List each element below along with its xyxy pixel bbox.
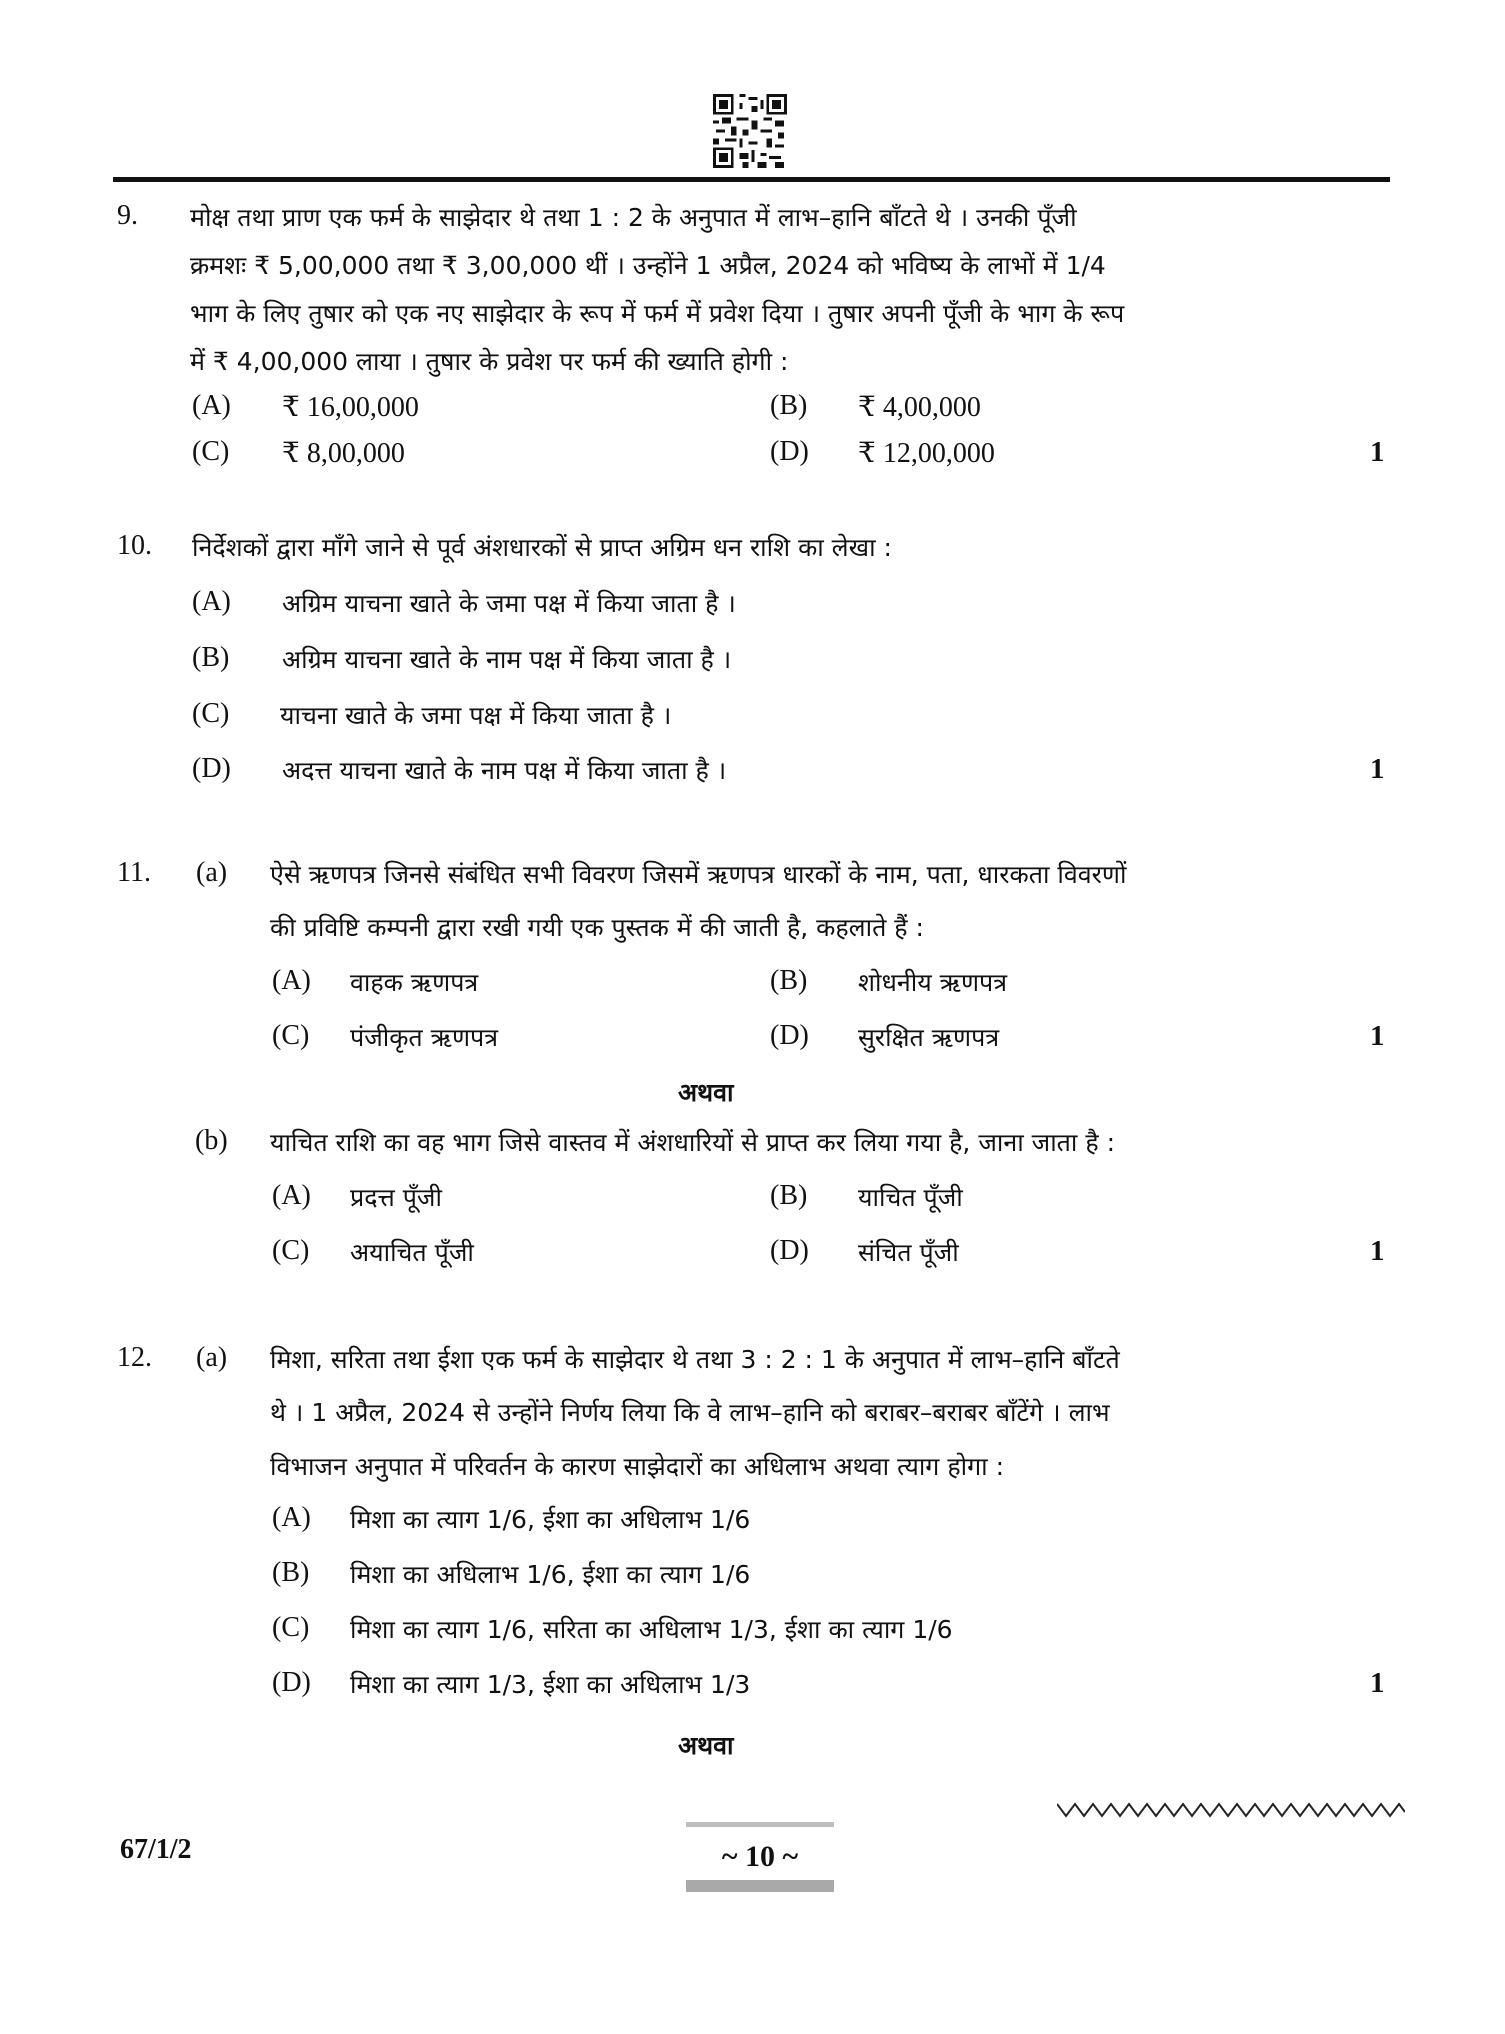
marks: 1 [1370, 1667, 1385, 1699]
option-text-c: ₹ 8,00,000 [282, 438, 405, 469]
question-text-line: भाग के लिए तुषार को एक नए साझेदार के रूप में फर्म में प्रवेश दिया । तुषार अपनी पूँजी के भाग के रूप [190, 299, 1125, 328]
option-label-a: (A) [192, 390, 231, 421]
option-text-b: मिशा का अधिलाभ 1/6, ईशा का त्याग 1/6 [350, 1560, 751, 1589]
or-separator: अथवा [678, 1731, 734, 1760]
option-text-c: अयाचित पूँजी [350, 1238, 474, 1267]
option-text-b: अग्रिम याचना खाते के नाम पक्ष में किया जाता है । [282, 645, 732, 674]
option-label-b: (B) [770, 390, 808, 421]
option-text-a: वाहक ऋणपत्र [350, 968, 479, 997]
option-label-d: (D) [770, 1235, 809, 1266]
option-text-a: प्रदत्त पूँजी [350, 1183, 442, 1212]
option-text-d: संचित पूँजी [858, 1238, 959, 1267]
question-number: 12. [117, 1342, 152, 1373]
part-label-a: (a) [196, 1342, 228, 1373]
option-label-c: (C) [192, 436, 230, 467]
question-text-line: मोक्ष तथा प्राण एक फर्म के साझेदार थे तथा 1 : 2 के अनुपात में लाभ–हानि बाँटते थे । उनकी पूँजी [190, 203, 1077, 232]
option-label-a: (A) [272, 965, 311, 996]
option-text-b: शोधनीय ऋणपत्र [858, 968, 1008, 997]
marks: 1 [1370, 753, 1385, 785]
question-text-line: थे । 1 अप्रैल, 2024 से उन्होंने निर्णय लिया कि वे लाभ–हानि को बराबर–बराबर बाँटेंगे । लाभ [270, 1398, 1110, 1427]
option-label-b: (B) [192, 642, 230, 673]
header-rule [113, 177, 1390, 182]
option-label-d: (D) [770, 436, 809, 467]
option-label-d: (D) [272, 1667, 311, 1698]
question-number: 10. [117, 530, 152, 561]
option-text-d: सुरक्षित ऋणपत्र [858, 1023, 1000, 1052]
page-number-box [686, 1822, 834, 1892]
option-text-d: मिशा का त्याग 1/3, ईशा का अधिलाभ 1/3 [350, 1670, 751, 1699]
question-text-line: मिशा, सरिता तथा ईशा एक फर्म के साझेदार थे तथा 3 : 2 : 1 के अनुपात में लाभ–हानि बाँटते [270, 1345, 1120, 1374]
option-text-b: याचित पूँजी [858, 1183, 963, 1212]
option-label-c: (C) [272, 1612, 310, 1643]
marks: 1 [1370, 1235, 1385, 1267]
option-label-a: (A) [272, 1502, 311, 1533]
question-text-line: निर्देशकों द्वारा माँगे जाने से पूर्व अंशधारकों से प्राप्त अग्रिम धन राशि का लेखा : [192, 533, 892, 562]
option-text-c: मिशा का त्याग 1/6, सरिता का अधिलाभ 1/3, ईशा का त्याग 1/6 [350, 1615, 953, 1644]
option-label-a: (A) [272, 1180, 311, 1211]
question-text-line: क्रमशः ₹ 5,00,000 तथा ₹ 3,00,000 थीं । उन्होंने 1 अप्रैल, 2024 को भविष्य के लाभों में 1/4 [190, 251, 1106, 280]
question-text-line: की प्रविष्टि कम्पनी द्वारा रखी गयी एक पुस्तक में की जाती है, कहलाते हैं : [270, 913, 924, 942]
option-label-c: (C) [272, 1235, 310, 1266]
zigzag-continuation-icon [1057, 1800, 1405, 1820]
question-number: 11. [117, 857, 151, 888]
part-label-a: (a) [196, 857, 228, 888]
option-text-c: याचना खाते के जमा पक्ष में किया जाता है । [280, 701, 672, 730]
option-label-b: (B) [770, 965, 808, 996]
question-text-line: में ₹ 4,00,000 लाया । तुषार के प्रवेश पर फर्म की ख्याति होगी : [190, 347, 789, 376]
marks: 1 [1370, 1020, 1385, 1052]
qr-code-icon [713, 94, 787, 168]
option-label-b: (B) [272, 1557, 310, 1588]
option-label-d: (D) [192, 753, 231, 784]
or-separator: अथवा [678, 1078, 734, 1107]
option-label-c: (C) [272, 1020, 310, 1051]
part-label-b: (b) [195, 1125, 228, 1156]
option-label-b: (B) [770, 1180, 808, 1211]
question-number: 9. [117, 200, 138, 231]
option-text-a: मिशा का त्याग 1/6, ईशा का अधिलाभ 1/6 [350, 1505, 751, 1534]
option-text-d: ₹ 12,00,000 [858, 438, 995, 469]
option-text-c: पंजीकृत ऋणपत्र [350, 1023, 499, 1052]
option-label-c: (C) [192, 698, 230, 729]
option-label-d: (D) [770, 1020, 809, 1051]
option-label-a: (A) [192, 586, 231, 617]
page-number: ~ 10 ~ [721, 1840, 799, 1873]
question-text-line: याचित राशि का वह भाग जिसे वास्तव में अंशधारियों से प्राप्त कर लिया गया है, जाना जाता है : [270, 1128, 1115, 1157]
page-number-top-bar [686, 1822, 834, 1827]
option-text-d: अदत्त याचना खाते के नाम पक्ष में किया जाता है । [282, 756, 727, 785]
option-text-a: अग्रिम याचना खाते के जमा पक्ष में किया जाता है । [282, 589, 736, 618]
paper-code: 67/1/2 [120, 1834, 192, 1865]
question-text-line: ऐसे ऋणपत्र जिनसे संबंधित सभी विवरण जिसमें ऋणपत्र धारकों के नाम, पता, धारकता विवरणों [270, 860, 1127, 889]
marks: 1 [1370, 436, 1385, 468]
page-number-bottom-bar [686, 1880, 834, 1892]
option-text-b: ₹ 4,00,000 [858, 392, 981, 423]
question-text-line: विभाजन अनुपात में परिवर्तन के कारण साझेदारों का अधिलाभ अथवा त्याग होगा : [270, 1452, 1004, 1481]
option-text-a: ₹ 16,00,000 [282, 392, 419, 423]
